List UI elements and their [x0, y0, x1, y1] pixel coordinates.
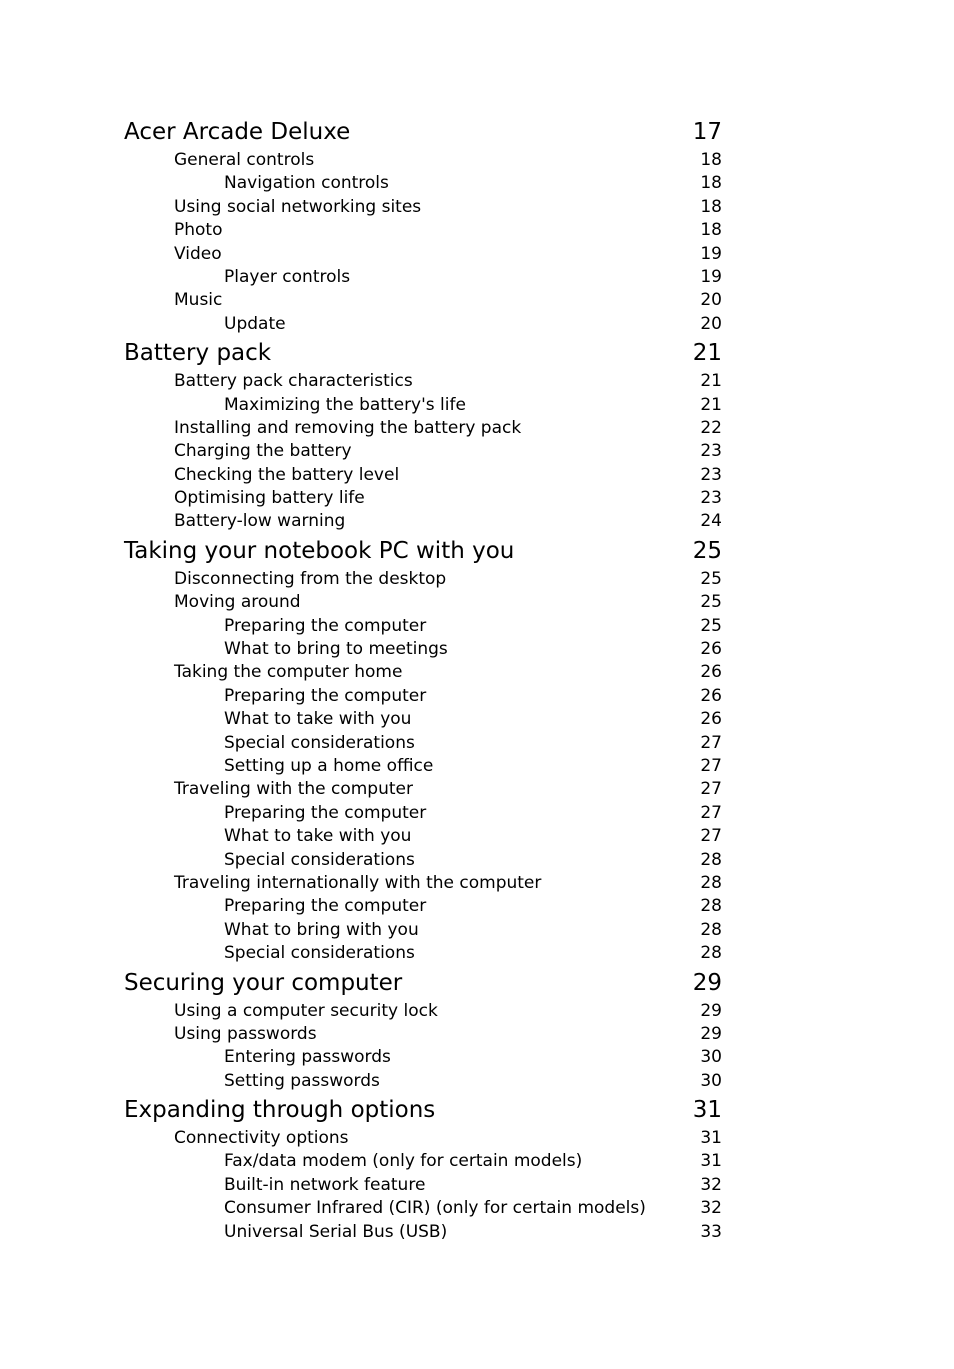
toc-entry-page-number: 29 [700, 1000, 722, 1021]
toc-entry-title: Photo [174, 220, 223, 241]
toc-entry-title: Battery-low warning [174, 511, 346, 532]
toc-chapter-entry[interactable] [124, 1093, 722, 1127]
toc-section-entry[interactable] [124, 417, 722, 440]
toc-entry-title: Moving around [174, 592, 301, 613]
toc-entry-page-number: 19 [700, 243, 722, 264]
toc-entry-page-number: 19 [700, 266, 722, 287]
toc-subsection-entry[interactable] [124, 313, 722, 336]
toc-section-entry[interactable] [124, 370, 722, 393]
toc-entry-title: Music [174, 290, 223, 311]
toc-subsection-entry[interactable] [124, 895, 722, 918]
toc-entry-title: Preparing the computer [224, 896, 427, 917]
toc-subsection-entry[interactable] [124, 615, 722, 638]
toc-entry-page-number: 23 [700, 488, 722, 509]
toc-chapter-entry[interactable] [124, 115, 722, 149]
toc-entry-title: Installing and removing the battery pack [174, 417, 522, 438]
toc-entry-page-number: 18 [700, 150, 722, 170]
toc-entry-title: Acer Arcade Deluxe [124, 119, 351, 145]
toc-entry-page-number: 25 [700, 615, 722, 636]
toc-entry-page-number: 24 [700, 511, 722, 532]
toc-entry-page-number: 28 [700, 849, 722, 870]
toc-entry-title: Preparing the computer [224, 615, 427, 636]
toc-entry-page-number: 28 [700, 896, 722, 917]
toc-subsection-entry[interactable] [124, 849, 722, 872]
toc-entry-title: What to bring to meetings [224, 639, 448, 660]
toc-section-entry[interactable] [124, 219, 722, 242]
toc-section-entry[interactable] [124, 289, 722, 312]
toc-entry-title: Using passwords [174, 1023, 317, 1044]
table-of-contents [124, 115, 722, 1244]
toc-entry-page-number: 27 [700, 732, 722, 753]
toc-subsection-entry[interactable] [124, 685, 722, 708]
toc-section-entry[interactable] [124, 464, 722, 487]
toc-entry-title: Video [174, 243, 222, 264]
toc-subsection-entry[interactable] [124, 394, 722, 417]
toc-subsection-entry[interactable] [124, 172, 722, 195]
toc-entry-page-number: 28 [700, 943, 722, 964]
toc-entry-title: Special considerations [224, 849, 415, 870]
toc-section-entry[interactable] [124, 661, 722, 684]
toc-section-entry[interactable] [124, 1023, 722, 1046]
toc-entry-page-number: 27 [700, 826, 722, 847]
toc-subsection-entry[interactable] [124, 638, 722, 661]
toc-subsection-entry[interactable] [124, 1046, 722, 1069]
toc-subsection-entry[interactable] [124, 1221, 722, 1244]
toc-subsection-entry[interactable] [124, 942, 722, 965]
toc-entry-page-number: 28 [700, 919, 722, 940]
toc-section-entry[interactable] [124, 1000, 722, 1023]
toc-entry-title: Connectivity options [174, 1128, 349, 1149]
toc-entry-page-number: 30 [700, 1070, 722, 1091]
toc-entry-title: Preparing the computer [224, 685, 427, 706]
toc-entry-page-number: 18 [700, 220, 722, 241]
toc-entry-page-number: 29 [692, 969, 722, 996]
toc-entry-title: Disconnecting from the desktop [174, 568, 447, 589]
toc-entry-page-number: 18 [700, 173, 722, 194]
toc-subsection-entry[interactable] [124, 1070, 722, 1093]
toc-entry-title: Expanding through options [124, 1097, 436, 1124]
toc-entry-page-number: 26 [700, 639, 722, 660]
toc-section-entry[interactable] [124, 440, 722, 463]
toc-section-entry[interactable] [124, 591, 722, 614]
toc-entry-title: Charging the battery [174, 441, 352, 462]
toc-entry-title: Maximizing the battery's life [224, 394, 466, 415]
toc-entry-page-number: 26 [700, 709, 722, 730]
toc-section-entry[interactable] [124, 510, 722, 533]
toc-entry-page-number: 27 [700, 779, 722, 800]
toc-subsection-entry[interactable] [124, 1174, 722, 1197]
toc-entry-page-number: 27 [700, 802, 722, 823]
toc-entry-page-number: 32 [700, 1198, 722, 1219]
toc-entry-title: Battery pack characteristics [174, 371, 413, 392]
toc-entry-title: Optimising battery life [174, 488, 365, 509]
toc-entry-page-number: 26 [700, 685, 722, 706]
toc-entry-page-number: 20 [700, 290, 722, 311]
toc-entry-page-number: 25 [700, 592, 722, 613]
toc-subsection-entry[interactable] [124, 732, 722, 755]
toc-entry-title: Battery pack [124, 340, 272, 367]
toc-entry-page-number: 25 [692, 537, 722, 564]
toc-entry-page-number: 30 [700, 1047, 722, 1068]
toc-subsection-entry[interactable] [124, 755, 722, 778]
toc-entry-page-number: 23 [700, 464, 722, 485]
toc-entry-title: Consumer Infrared (CIR) (only for certain models) [224, 1198, 646, 1219]
toc-entry-title: What to bring with you [224, 919, 419, 940]
toc-section-entry[interactable] [124, 196, 722, 219]
toc-entry-page-number: 25 [700, 568, 722, 589]
toc-entry-page-number: 18 [700, 196, 722, 217]
toc-entry-title: Entering passwords [224, 1047, 391, 1068]
toc-entry-title: Traveling internationally with the computer [174, 872, 542, 893]
toc-entry-page-number: 31 [692, 1097, 722, 1124]
toc-entry-page-number: 33 [700, 1221, 722, 1242]
toc-entry-page-number: 20 [700, 313, 722, 334]
toc-section-entry[interactable] [124, 1127, 722, 1150]
toc-chapter-entry[interactable] [124, 966, 722, 1000]
toc-entry-title: Taking your notebook PC with you [124, 537, 515, 564]
toc-entry-page-number: 31 [700, 1151, 722, 1172]
toc-entry-title: Special considerations [224, 732, 415, 753]
toc-section-entry[interactable] [124, 243, 722, 266]
toc-entry-page-number: 28 [700, 872, 722, 893]
toc-entry-title: Fax/data modem (only for certain models) [224, 1151, 583, 1172]
toc-section-entry[interactable] [124, 778, 722, 801]
toc-entry-title: Using social networking sites [174, 196, 422, 217]
toc-entry-page-number: 21 [700, 371, 722, 392]
toc-entry-title: What to take with you [224, 826, 412, 847]
toc-section-entry[interactable] [124, 872, 722, 895]
toc-entry-page-number: 22 [700, 417, 722, 438]
toc-subsection-entry[interactable] [124, 802, 722, 825]
toc-entry-title: Traveling with the computer [174, 779, 413, 800]
toc-entry-title: Update [224, 313, 286, 334]
toc-entry-title: Built-in network feature [224, 1174, 426, 1195]
toc-chapter-entry[interactable] [124, 534, 722, 568]
toc-entry-title: Universal Serial Bus (USB) [224, 1221, 448, 1242]
toc-chapter-entry[interactable] [124, 336, 722, 370]
toc-entry-title: General controls [174, 150, 315, 170]
toc-entry-page-number: 29 [700, 1023, 722, 1044]
toc-subsection-entry[interactable] [124, 825, 722, 848]
toc-section-entry[interactable] [124, 149, 722, 172]
toc-entry-title: Setting up a home office [224, 755, 434, 776]
toc-subsection-entry[interactable] [124, 708, 722, 731]
toc-section-entry[interactable] [124, 487, 722, 510]
toc-subsection-entry[interactable] [124, 1197, 722, 1220]
toc-entry-page-number: 31 [700, 1128, 722, 1149]
toc-entry-page-number: 27 [700, 755, 722, 776]
toc-subsection-entry[interactable] [124, 1150, 722, 1173]
toc-entry-title: Setting passwords [224, 1070, 380, 1091]
toc-entry-title: Special considerations [224, 943, 415, 964]
toc-entry-page-number: 21 [692, 340, 722, 367]
toc-entry-title: Taking the computer home [174, 662, 403, 683]
toc-entry-title: Using a computer security lock [174, 1000, 438, 1021]
toc-subsection-entry[interactable] [124, 919, 722, 942]
toc-entry-title: Navigation controls [224, 173, 389, 194]
toc-entry-title: Player controls [224, 266, 351, 287]
toc-subsection-entry[interactable] [124, 266, 722, 289]
toc-section-entry[interactable] [124, 568, 722, 591]
toc-entry-title: What to take with you [224, 709, 412, 730]
toc-entry-page-number: 32 [700, 1174, 722, 1195]
toc-entry-title: Preparing the computer [224, 802, 427, 823]
toc-entry-title: Securing your computer [124, 969, 403, 996]
toc-entry-page-number: 26 [700, 662, 722, 683]
toc-entry-page-number: 23 [700, 441, 722, 462]
toc-entry-title: Checking the battery level [174, 464, 400, 485]
toc-entry-page-number: 21 [700, 394, 722, 415]
toc-entry-page-number: 17 [692, 119, 722, 145]
